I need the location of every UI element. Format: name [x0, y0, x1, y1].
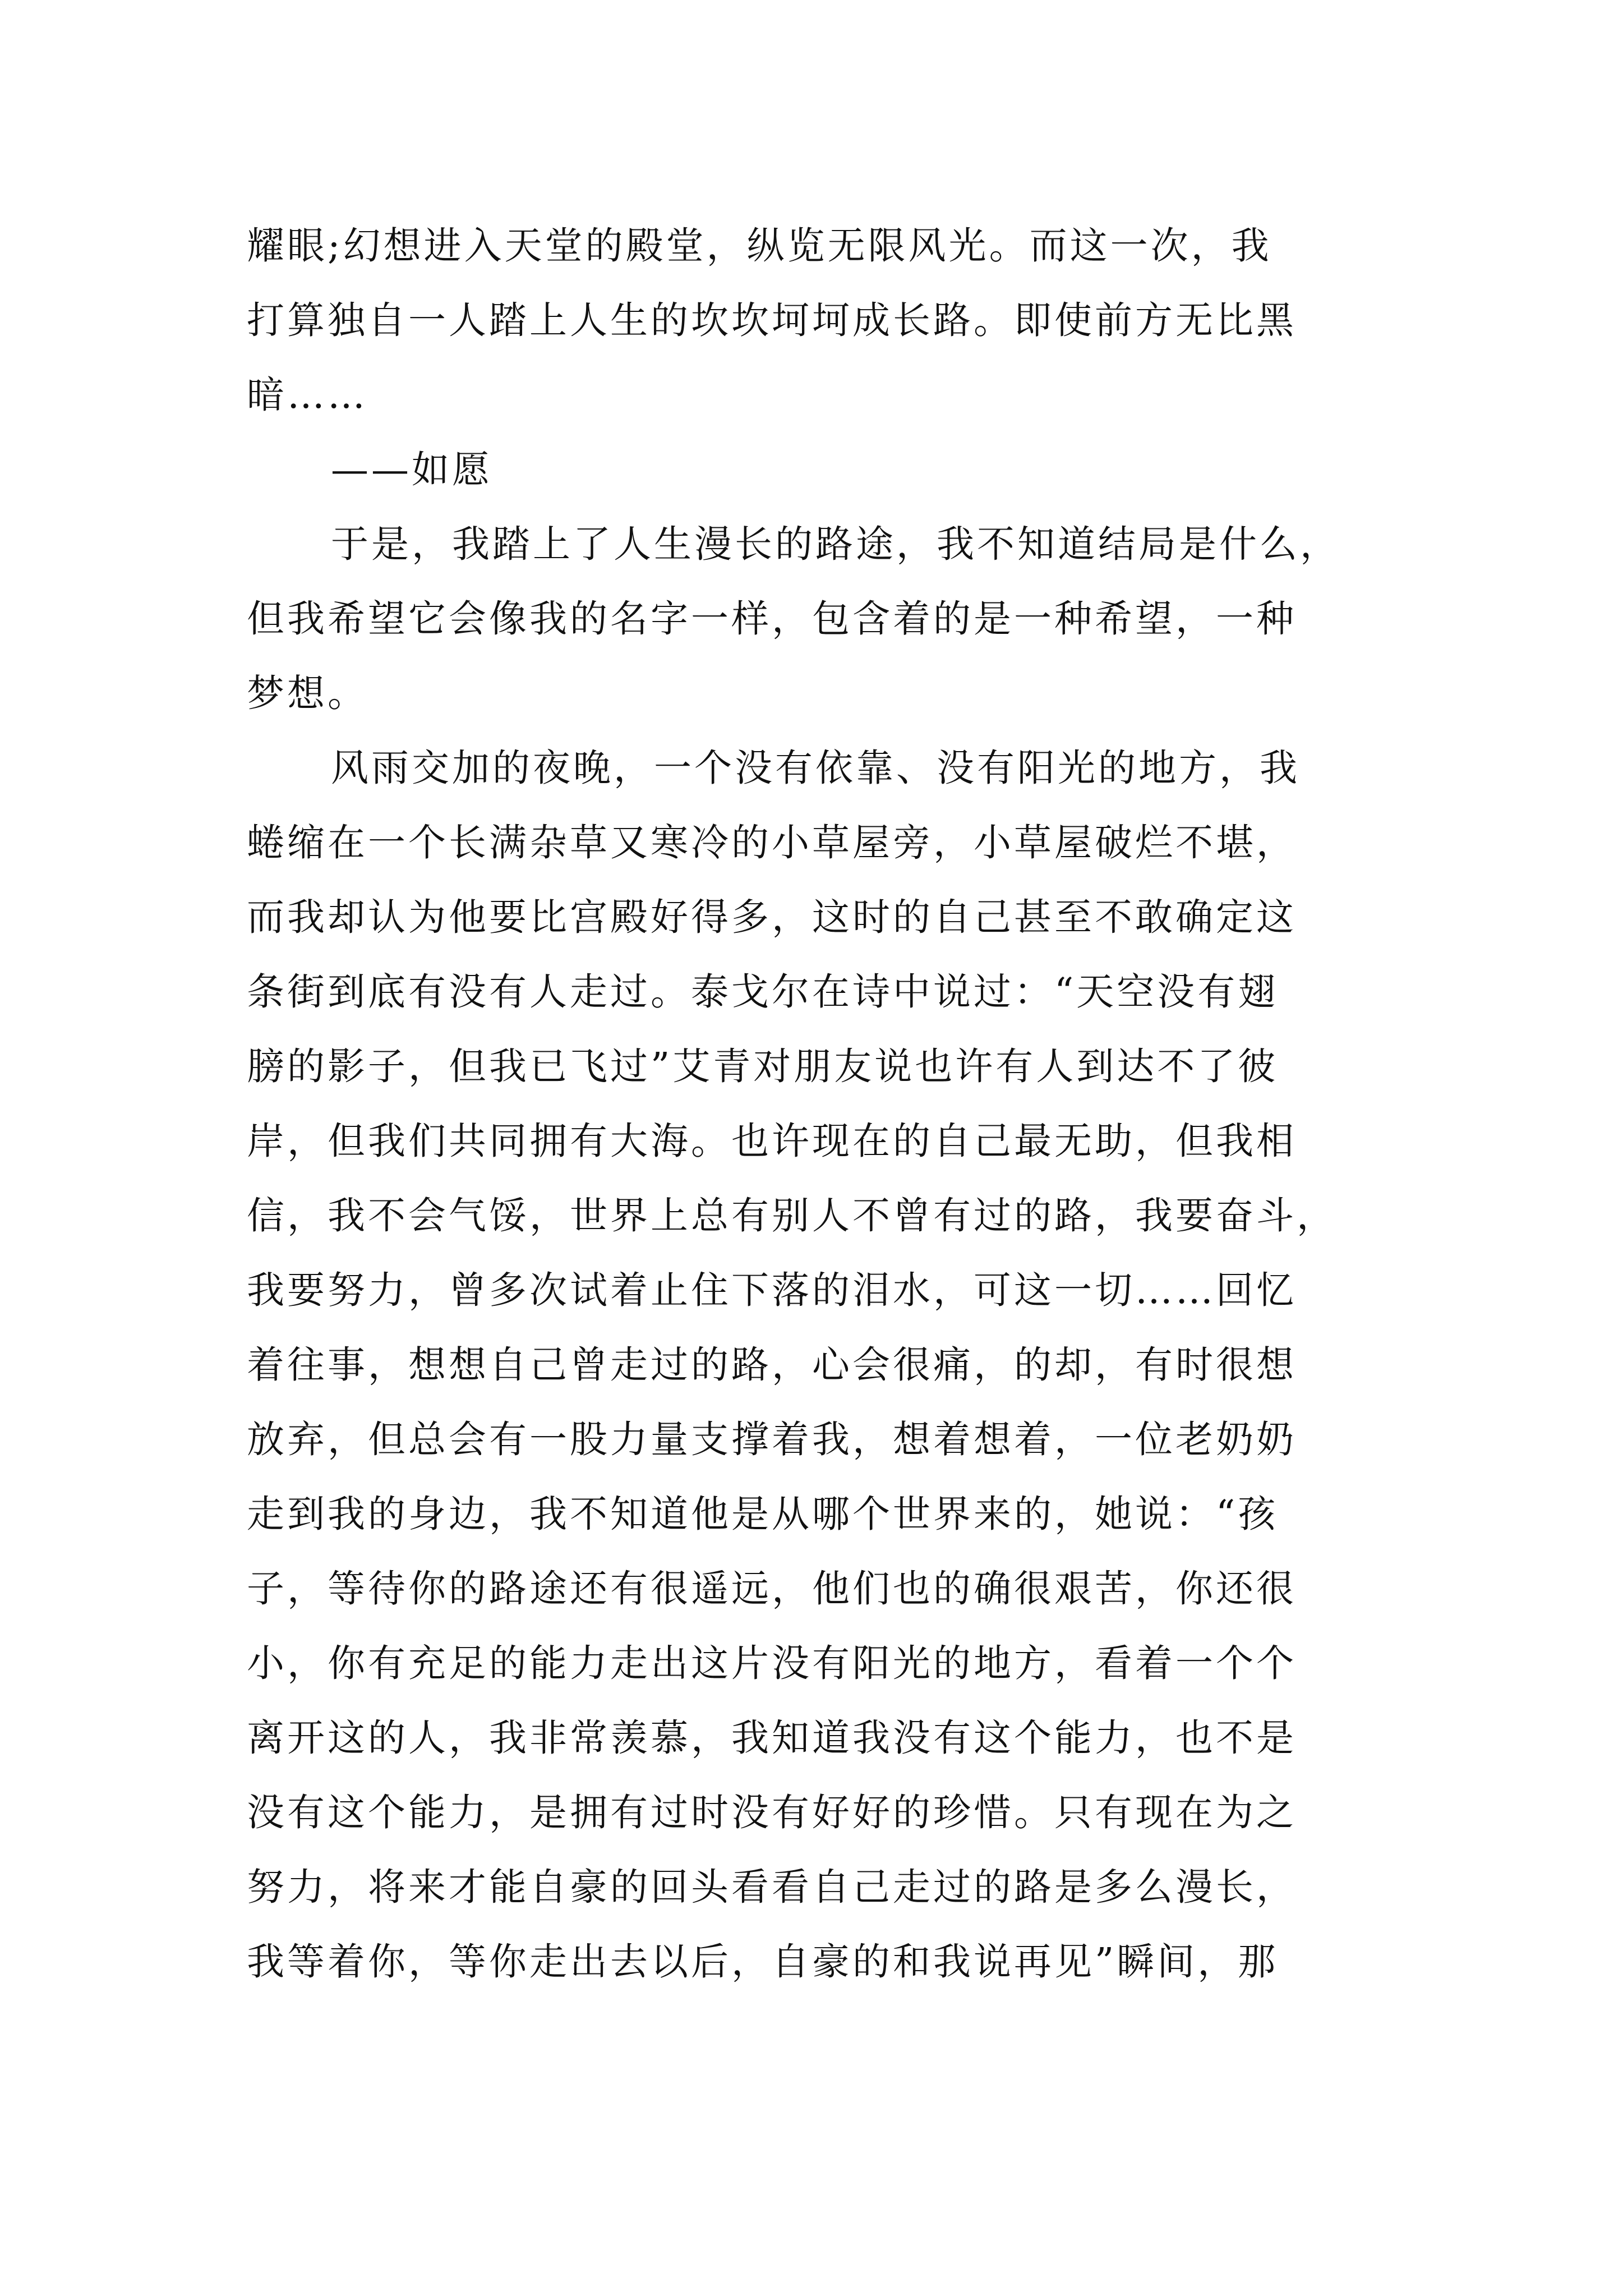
text-line: 耀眼;幻想进入天堂的殿堂，纵览无限风光。而这一次，我	[247, 224, 1272, 268]
text-line: 离开这的人，我非常羡慕，我知道我没有这个能力，也不是	[247, 1716, 1297, 1760]
text-line: 岸，但我们共同拥有大海。也许现在的自己最无助，但我相	[247, 1119, 1297, 1163]
text-line: 没有这个能力，是拥有过时没有好好的珍惜。只有现在为之	[247, 1791, 1297, 1834]
text-line: 蜷缩在一个长满杂草又寒冷的小草屋旁，小草屋破烂不堪，	[247, 821, 1297, 864]
text-line: 而我却认为他要比宫殿好得多，这时的自己甚至不敢确定这	[247, 895, 1297, 939]
text-line: 于是，我踏上了人生漫长的路途，我不知道结局是什么，	[331, 522, 1340, 566]
text-line: 走到我的身边，我不知道他是从哪个世界来的，她说：“孩	[247, 1492, 1279, 1536]
text-line: 梦想。	[247, 671, 368, 715]
text-line: 暗……	[247, 373, 368, 417]
text-line: 打算独自一人踏上人生的坎坎坷坷成长路。即使前方无比黑	[247, 298, 1297, 342]
text-line: 放弃，但总会有一股力量支撑着我，想着想着，一位老奶奶	[247, 1418, 1297, 1461]
text-line: 风雨交加的夜晚，一个没有依靠、没有阳光的地方，我	[331, 746, 1300, 790]
text-line: ——如愿	[331, 448, 492, 491]
text-line: 努力，将来才能自豪的回头看看自己走过的路是多么漫长，	[247, 1865, 1297, 1909]
text-line: 但我希望它会像我的名字一样，包含着的是一种希望，一种	[247, 597, 1297, 641]
text-line: 膀的影子，但我已飞过”艾青对朋友说也许有人到达不了彼	[247, 1045, 1279, 1088]
text-line: 我要努力，曾多次试着止住下落的泪水，可这一切……回忆	[247, 1268, 1297, 1312]
text-line: 小，你有充足的能力走出这片没有阳光的地方，看着一个个	[247, 1641, 1297, 1685]
text-line: 子，等待你的路途还有很遥远，他们也的确很艰苦，你还很	[247, 1567, 1297, 1611]
text-line: 条街到底有没有人走过。泰戈尔在诗中说过：“天空没有翅	[247, 970, 1279, 1014]
text-line: 信，我不会气馁，世界上总有别人不曾有过的路，我要奋斗，	[247, 1194, 1337, 1237]
body-text	[247, 209, 1391, 1999]
text-line: 着往事，想想自己曾走过的路，心会很痛，的却，有时很想	[247, 1343, 1297, 1387]
text-line: 我等着你，等你走出去以后，自豪的和我说再见”瞬间，那	[247, 1940, 1279, 1984]
